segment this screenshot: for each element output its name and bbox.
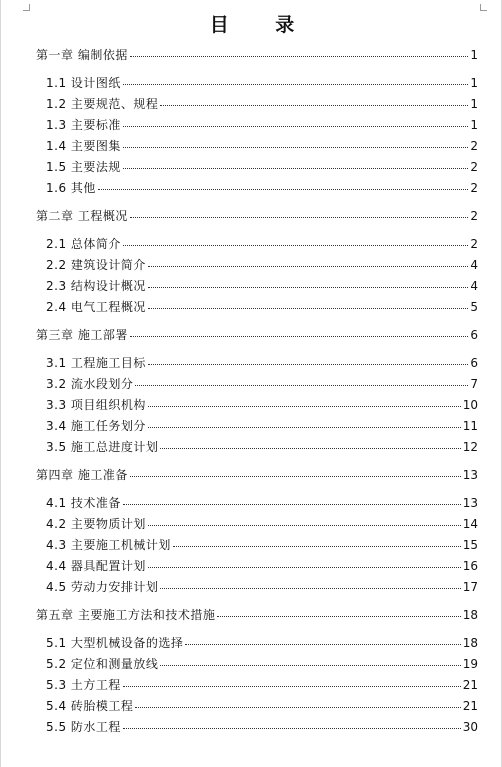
- dot-leader: [123, 126, 468, 127]
- toc-entry-label: 5.1 大型机械设备的选择: [46, 636, 184, 650]
- toc-page-number: 10: [462, 398, 478, 412]
- toc-section-entry[interactable]: [46, 678, 478, 692]
- dot-leader: [130, 336, 469, 337]
- toc-entry-label: 5.4 砖胎模工程: [46, 699, 134, 713]
- toc-page-number: 2: [470, 181, 478, 195]
- toc-page-number: 30: [462, 720, 478, 734]
- toc-section-entry[interactable]: [46, 181, 478, 195]
- toc-section-entry[interactable]: [46, 300, 478, 314]
- toc-section-entry[interactable]: [46, 496, 478, 510]
- toc-entry-label: 第五章 主要施工方法和技术措施: [36, 608, 216, 622]
- toc-entry-label: 第三章 施工部署: [36, 328, 128, 342]
- toc-section-entry[interactable]: [46, 398, 478, 412]
- dot-leader: [123, 168, 468, 169]
- dot-leader: [148, 308, 468, 309]
- toc-entry-label: 4.2 主要物质计划: [46, 517, 146, 531]
- toc-section-entry[interactable]: [46, 356, 478, 370]
- toc-page-number: 6: [470, 356, 478, 370]
- toc-entry-label: 第一章 编制依据: [36, 48, 128, 62]
- toc-chapter-entry[interactable]: [36, 328, 478, 342]
- dot-leader: [130, 56, 469, 57]
- toc-title: 目 录: [209, 14, 315, 36]
- dot-leader: [123, 686, 461, 687]
- toc-entry-label: 3.2 流水段划分: [46, 377, 134, 391]
- toc-entry-label: 2.3 结构设计概况: [46, 279, 146, 293]
- toc-page-number: 5: [470, 300, 478, 314]
- toc-section-entry[interactable]: [46, 517, 478, 531]
- toc-section-entry[interactable]: [46, 97, 478, 111]
- toc-entry-label: 第二章 工程概况: [36, 209, 128, 223]
- toc-entry-label: 1.4 主要图集: [46, 139, 121, 153]
- dot-leader: [160, 105, 468, 106]
- toc-page-number: 13: [462, 496, 478, 510]
- dot-leader: [148, 287, 468, 288]
- dot-leader: [123, 504, 461, 505]
- toc-entry-label: 1.3 主要标准: [46, 118, 121, 132]
- toc-section-entry[interactable]: [46, 580, 478, 594]
- toc-section-entry[interactable]: [46, 538, 478, 552]
- toc-chapter-entry[interactable]: [36, 468, 478, 482]
- dot-leader: [173, 546, 461, 547]
- dot-leader: [148, 266, 468, 267]
- toc-entry-label: 5.2 定位和测量放线: [46, 657, 159, 671]
- toc-entry-label: 2.2 建筑设计简介: [46, 258, 146, 272]
- toc-entry-label: 4.4 器具配置计划: [46, 559, 146, 573]
- toc-entry-label: 4.3 主要施工机械计划: [46, 538, 171, 552]
- toc-page-number: 2: [470, 237, 478, 251]
- dot-leader: [148, 525, 461, 526]
- toc-page-number: 14: [462, 517, 478, 531]
- toc-entry-label: 第四章 施工准备: [36, 468, 128, 482]
- toc-entry-label: 1.2 主要规范、规程: [46, 97, 159, 111]
- toc-page-number: 6: [470, 328, 478, 342]
- toc-page-number: 21: [462, 678, 478, 692]
- toc-page-number: 11: [462, 419, 478, 433]
- toc-entry-label: 3.1 工程施工目标: [46, 356, 146, 370]
- toc-page-number: 2: [470, 139, 478, 153]
- toc-page-number: 12: [462, 440, 478, 454]
- toc-page-number: 19: [462, 657, 478, 671]
- toc-entry-label: 5.3 土方工程: [46, 678, 121, 692]
- toc-section-entry[interactable]: [46, 559, 478, 573]
- toc-entry-label: 2.4 电气工程概况: [46, 300, 146, 314]
- toc-section-entry[interactable]: [46, 237, 478, 251]
- dot-leader: [148, 406, 461, 407]
- toc-section-entry[interactable]: [46, 118, 478, 132]
- toc-page-number: 2: [470, 160, 478, 174]
- dot-leader: [130, 217, 469, 218]
- toc-section-entry[interactable]: [46, 699, 478, 713]
- toc-page-number: 21: [462, 699, 478, 713]
- dot-leader: [148, 364, 468, 365]
- toc-section-entry[interactable]: [46, 657, 478, 671]
- toc-page-number: 4: [470, 258, 478, 272]
- toc-section-entry[interactable]: [46, 419, 478, 433]
- toc-page-number: 1: [470, 118, 478, 132]
- dot-leader: [148, 427, 461, 428]
- dot-leader: [160, 448, 460, 449]
- toc-section-entry[interactable]: [46, 377, 478, 391]
- dot-leader: [130, 476, 461, 477]
- toc-section-entry[interactable]: [46, 258, 478, 272]
- toc-entry-label: 1.1 设计图纸: [46, 76, 121, 90]
- toc-page-number: 1: [470, 76, 478, 90]
- toc-page-number: 7: [470, 377, 478, 391]
- toc-chapter-entry[interactable]: [36, 48, 478, 62]
- toc-section-entry[interactable]: [46, 440, 478, 454]
- dot-leader: [135, 385, 468, 386]
- toc-page-number: 16: [462, 559, 478, 573]
- toc-entry-label: 3.3 项目组织机构: [46, 398, 146, 412]
- toc-section-entry[interactable]: [46, 160, 478, 174]
- toc-page-number: 4: [470, 279, 478, 293]
- dot-leader: [123, 728, 461, 729]
- toc-chapter-entry[interactable]: [36, 608, 478, 622]
- toc-section-entry[interactable]: [46, 636, 478, 650]
- dot-leader: [123, 245, 468, 246]
- toc-section-entry[interactable]: [46, 720, 478, 734]
- toc-page-number: 1: [470, 97, 478, 111]
- toc-entry-label: 1.5 主要法规: [46, 160, 121, 174]
- toc-page-number: 2: [470, 209, 478, 223]
- toc-entry-label: 4.1 技术准备: [46, 496, 121, 510]
- toc-entry-label: 4.5 劳动力安排计划: [46, 580, 159, 594]
- toc-entry-label: 1.6 其他: [46, 181, 96, 195]
- toc-page-number: 18: [462, 608, 478, 622]
- toc-section-entry[interactable]: [46, 76, 478, 90]
- dot-leader: [123, 84, 468, 85]
- toc-entry-label: 3.4 施工任务划分: [46, 419, 146, 433]
- dot-leader: [98, 189, 468, 190]
- toc-page-number: 17: [462, 580, 478, 594]
- toc-entry-label: 3.5 施工总进度计划: [46, 440, 159, 454]
- toc-chapter-entry[interactable]: [36, 209, 478, 223]
- toc-entry-label: 2.1 总体简介: [46, 237, 121, 251]
- toc-entry-label: 5.5 防水工程: [46, 720, 121, 734]
- dot-leader: [160, 588, 460, 589]
- toc-page-number: 1: [470, 48, 478, 62]
- toc-page-number: 18: [462, 636, 478, 650]
- toc-section-entry[interactable]: [46, 279, 478, 293]
- dot-leader: [160, 665, 460, 666]
- dot-leader: [135, 707, 460, 708]
- dot-leader: [123, 147, 468, 148]
- toc-page-number: 13: [462, 468, 478, 482]
- toc-page-number: 15: [462, 538, 478, 552]
- dot-leader: [217, 616, 460, 617]
- dot-leader: [185, 644, 460, 645]
- dot-leader: [148, 567, 461, 568]
- toc-section-entry[interactable]: [46, 139, 478, 153]
